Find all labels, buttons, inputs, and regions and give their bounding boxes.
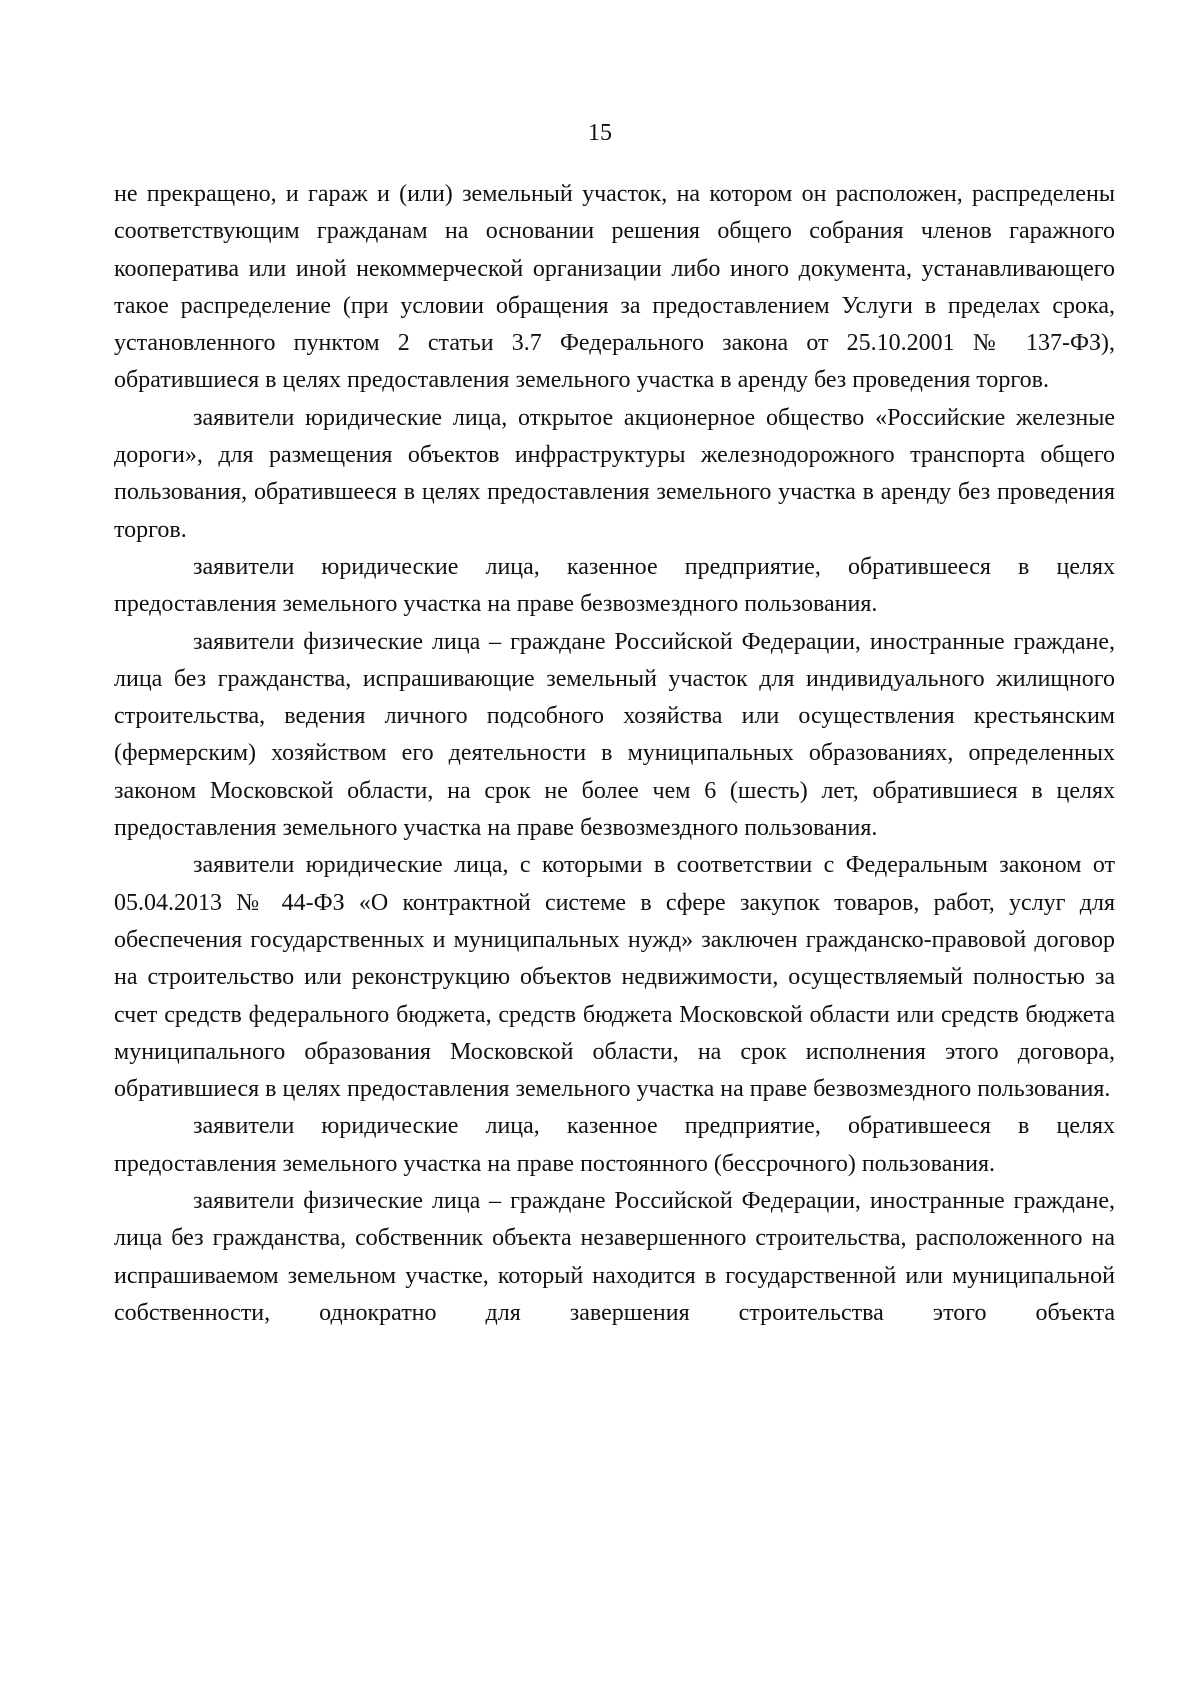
paragraph-state-enterprise-permanent-use: заявители юридические лица, казенное предприятие, обратившееся в целях предоставления земельного участка на праве постоянного (бессрочного) пользования. bbox=[114, 1113, 1115, 1177]
paragraph-state-enterprise-free-use: заявители юридические лица, казенное предприятие, обратившееся в целях предоставления земельного участка на праве безвозмездного пользования. bbox=[114, 553, 1115, 618]
page-number: 15 bbox=[588, 120, 612, 146]
paragraph-contract-system: заявители юридические лица, с которыми в соответствии с Федеральным законом от 05.04.2013 № 44-ФЗ «О контрактной системе в сфере закупок товаров, работ, услуг для обеспечения государственных и муниципальных нужд» заключен гражданско-правовой договор на строительство или реконструкцию объектов недвижимости, осуществляемый полностью за счет средств федерального бюджета, средств бюджета Московской области или средств бюджета муниципального образования Московской области, на срок исполнения этого договора, обратившиеся в целях предоставления земельного участка на праве безвозмездного пользования. bbox=[114, 852, 1115, 1103]
paragraph-individuals-free-use: заявители физические лица – граждане Российской Федерации, иностранные граждане, лица без гражданства, испрашивающие земельный участок для индивидуального жилищного строительства, ведения личного подсобного хозяйства или осуществления крестьянским (фермерским) хозяйством его деятельности в муниципальных образованиях, определенных законом Московской области, на срок не более чем 6 (шесть) лет, обратившиеся в целях предоставления земельного участка на праве безвозмездного пользования. bbox=[114, 628, 1115, 842]
document-body bbox=[114, 176, 1115, 1332]
paragraph-russian-railways: заявители юридические лица, открытое акционерное общество «Российские железные дороги», для размещения объектов инфраструктуры железнодорожного транспорта общего пользования, обратившееся в целях предоставления земельного участка в аренду без проведения торгов. bbox=[114, 404, 1115, 543]
paragraph-garage-continuation: не прекращено, и гараж и (или) земельный участок, на котором он расположен, распределены соответствующим гражданам на основании решения общего собрания членов гаражного кооператива или иной некоммерческой организации либо иного документа, устанавливающего такое распределение (при условии обращения за предоставлением Услуги в пределах срока, установленного пунктом 2 статьи 3.7 Федерального закона от 25.10.2001 № 137-ФЗ), обратившиеся в целях предоставления земельного участка в аренду без проведения торгов. bbox=[114, 181, 1115, 394]
paragraph-unfinished-construction: заявители физические лица – граждане Российской Федерации, иностранные граждане, лица без гражданства, собственник объекта незавершенного строительства, расположенного на испрашиваемом земельном участке, который находится в государственной или муниципальной собственности, однократно для завершения строительства этого объекта bbox=[114, 1188, 1115, 1326]
